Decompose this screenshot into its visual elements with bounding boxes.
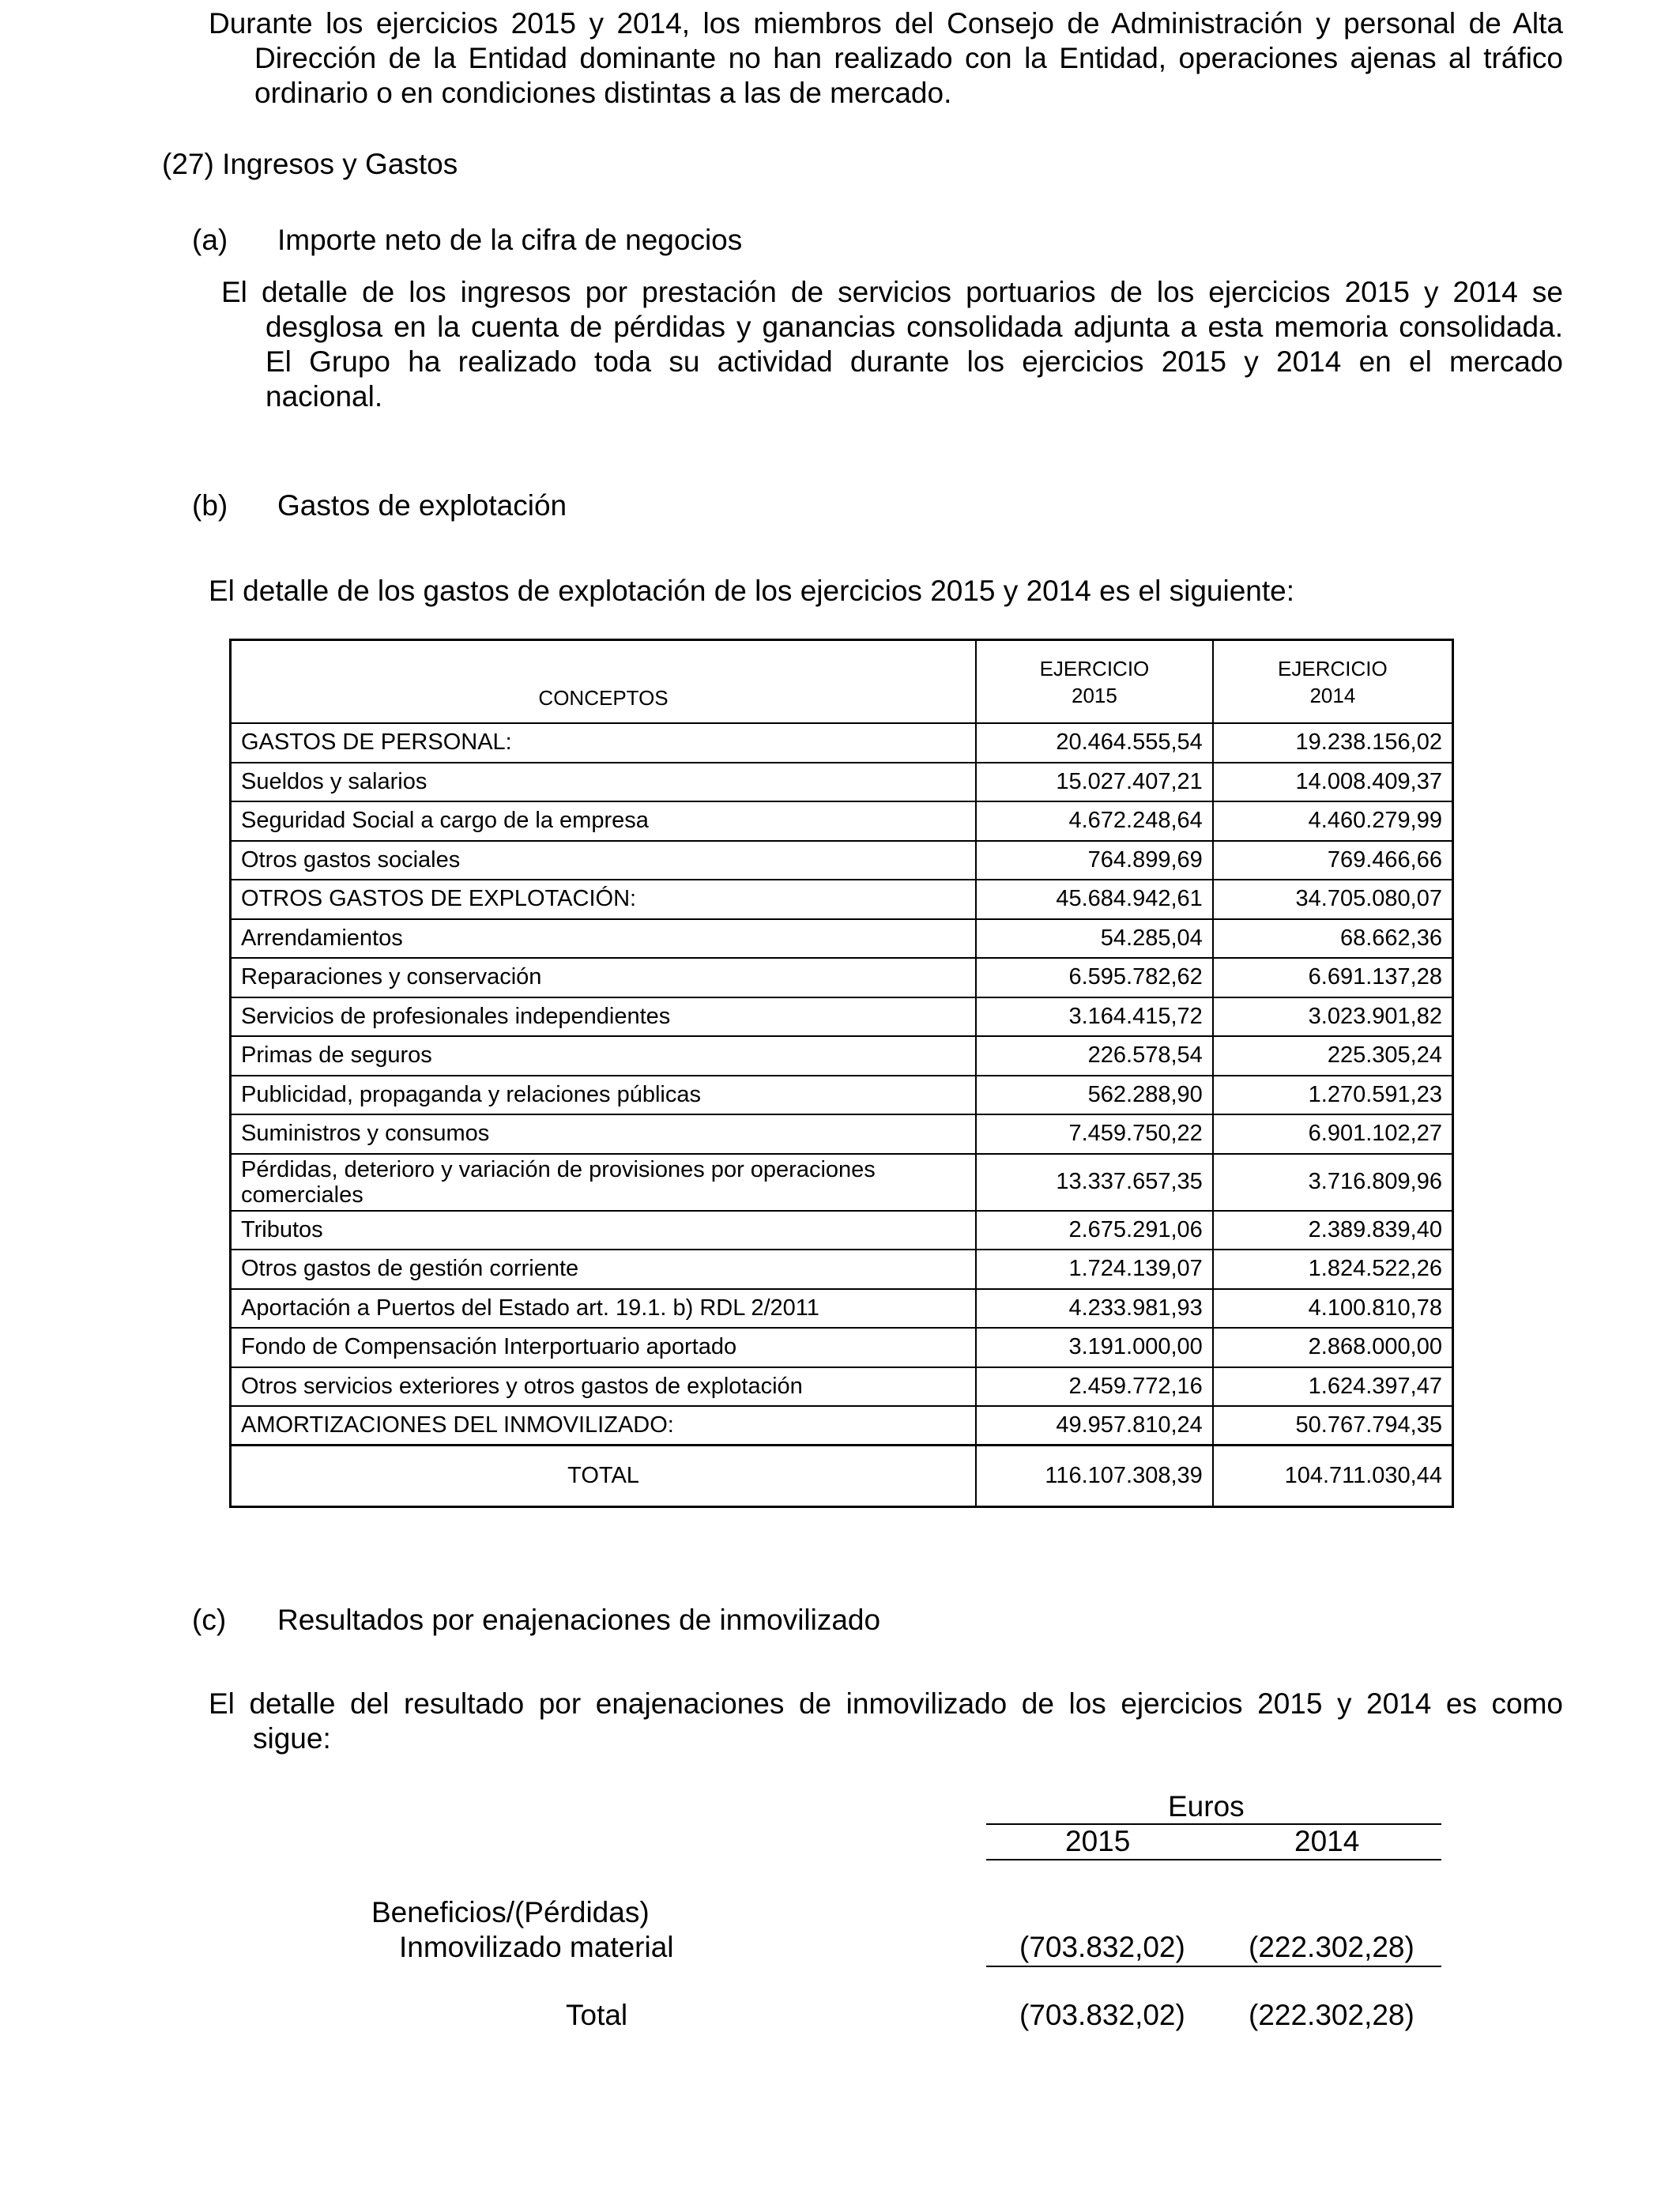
header-2015-line1: EJERCICIO [1039, 656, 1150, 680]
row-label: Publicidad, propaganda y relaciones públicas [231, 1076, 977, 1115]
enaj-row-2015: (703.832,02) [1019, 1931, 1185, 1963]
table-row [231, 841, 1453, 880]
header-2014-line2: 2014 [1309, 683, 1356, 707]
row-value-2015: 6.595.782,62 [976, 958, 1213, 997]
enaj-total-2015: (703.832,02) [1019, 1999, 1185, 2031]
table-row [231, 801, 1453, 841]
header-concepts: CONCEPTOS [231, 640, 977, 724]
header-2015-line2: 2015 [1072, 683, 1117, 707]
row-label: Aportación a Puertos del Estado art. 19.1. b) RDL 2/2011 [231, 1289, 977, 1329]
row-value-2014: 14.008.409,37 [1213, 763, 1453, 802]
row-label: Servicios de profesionales independientes [231, 997, 977, 1037]
row-value-2015: 2.675.291,06 [976, 1211, 1213, 1250]
row-label: Primas de seguros [231, 1036, 977, 1076]
enaj-rule-under-years [986, 1859, 1441, 1860]
sub-a-paragraph [221, 275, 1563, 414]
enaj-row-label: Inmovilizado material [399, 1931, 674, 1963]
row-value-2015: 20.464.555,54 [976, 723, 1213, 763]
row-value-2014: 50.767.794,35 [1213, 1406, 1453, 1446]
table-row [231, 997, 1453, 1037]
section-27-title: (27) Ingresos y Gastos [162, 148, 458, 180]
row-value-2015: 1.724.139,07 [976, 1250, 1213, 1289]
intro-paragraph [209, 6, 1563, 111]
row-label: Arrendamientos [231, 919, 977, 959]
table-row [231, 1406, 1453, 1446]
sub-b-title: Gastos de explotación [277, 489, 567, 522]
row-label: Pérdidas, deterioro y variación de provisiones por operaciones comerciales [231, 1154, 977, 1211]
row-value-2015: 13.337.657,35 [976, 1154, 1213, 1211]
intro-line-1: Durante los ejercicios 2015 y 2014, los miembros del Consejo de Administración y personal de Alta [209, 7, 1563, 40]
row-value-2014: 34.705.080,07 [1213, 880, 1453, 919]
table-row [231, 1154, 1453, 1211]
enaj-col-2014: 2014 [1294, 1825, 1360, 1857]
table-row [231, 1114, 1453, 1154]
row-value-2014: 4.460.279,99 [1213, 801, 1453, 841]
sub-c-letter: (c) [192, 1604, 227, 1636]
row-value-2014: 225.305,24 [1213, 1036, 1453, 1076]
sub-a-line-1: El detalle de los ingresos por prestación de servicios portuarios de los ejercicios 2015 y 2014 se [221, 276, 1563, 308]
row-label: Otros gastos de gestión corriente [231, 1250, 977, 1289]
row-value-2015: 54.285,04 [976, 919, 1213, 959]
total-row [231, 1446, 1453, 1507]
row-value-2014: 6.901.102,27 [1213, 1114, 1453, 1154]
intro-line-3: ordinario o en condiciones distintas a las de mercado. [254, 77, 952, 109]
gastos-explotacion-table [229, 639, 1454, 1508]
sub-c-line-1: El detalle del resultado por enajenaciones de inmovilizado de los ejercicios 2015 y 2014 es como [209, 1687, 1563, 1720]
row-value-2015: 3.164.415,72 [976, 997, 1213, 1037]
row-value-2014: 2.868.000,00 [1213, 1328, 1453, 1367]
enaj-unit-label: Euros [1168, 1790, 1245, 1823]
row-value-2014: 1.624.397,47 [1213, 1367, 1453, 1407]
sub-c-paragraph [209, 1687, 1563, 1756]
sub-b-letter: (b) [192, 489, 228, 522]
row-value-2015: 3.191.000,00 [976, 1328, 1213, 1367]
total-2015: 116.107.308,39 [976, 1446, 1213, 1507]
table-row [231, 1036, 1453, 1076]
sub-a-title: Importe neto de la cifra de negocios [277, 224, 743, 256]
table-row [231, 1250, 1453, 1289]
table-header-row [231, 640, 1453, 724]
table-row [231, 1367, 1453, 1407]
table-row [231, 880, 1453, 919]
row-value-2015: 764.899,69 [976, 841, 1213, 880]
table-row [231, 723, 1453, 763]
row-label: GASTOS DE PERSONAL: [231, 723, 977, 763]
header-2014-line1: EJERCICIO [1278, 656, 1388, 680]
row-value-2014: 3.716.809,96 [1213, 1154, 1453, 1211]
sub-c-title: Resultados por enajenaciones de inmovilizado [277, 1604, 881, 1636]
row-label: Fondo de Compensación Interportuario aportado [231, 1328, 977, 1367]
row-label: Sueldos y salarios [231, 763, 977, 802]
enaj-col-2015: 2015 [1065, 1825, 1131, 1857]
row-value-2014: 769.466,66 [1213, 841, 1453, 880]
row-label: AMORTIZACIONES DEL INMOVILIZADO: [231, 1406, 977, 1446]
header-2014 [1213, 640, 1453, 724]
row-value-2014: 4.100.810,78 [1213, 1289, 1453, 1329]
sub-a-letter: (a) [192, 224, 228, 256]
sub-a-line-4: nacional. [266, 380, 383, 413]
row-label: OTROS GASTOS DE EXPLOTACIÓN: [231, 880, 977, 919]
row-value-2015: 15.027.407,21 [976, 763, 1213, 802]
row-value-2015: 7.459.750,22 [976, 1114, 1213, 1154]
table-row [231, 919, 1453, 959]
row-value-2015: 4.233.981,93 [976, 1289, 1213, 1329]
row-value-2015: 226.578,54 [976, 1036, 1213, 1076]
row-value-2014: 1.824.522,26 [1213, 1250, 1453, 1289]
enaj-group-label: Beneficios/(Pérdidas) [371, 1896, 650, 1928]
row-label: Seguridad Social a cargo de la empresa [231, 801, 977, 841]
row-value-2015: 49.957.810,24 [976, 1406, 1213, 1446]
total-label: TOTAL [231, 1446, 977, 1507]
enaj-total-2014: (222.302,28) [1249, 1999, 1414, 2031]
row-value-2014: 1.270.591,23 [1213, 1076, 1453, 1115]
table-row [231, 958, 1453, 997]
row-label: Tributos [231, 1211, 977, 1250]
intro-line-2: Dirección de la Entidad dominante no han realizado con la Entidad, operaciones ajenas al tráfico [254, 42, 1563, 74]
table-row [231, 763, 1453, 802]
table-row [231, 1328, 1453, 1367]
row-label: Otros gastos sociales [231, 841, 977, 880]
row-value-2014: 6.691.137,28 [1213, 958, 1453, 997]
enaj-rule-under-row [986, 1966, 1441, 1967]
table-row [231, 1289, 1453, 1329]
row-value-2015: 2.459.772,16 [976, 1367, 1213, 1407]
row-value-2014: 2.389.839,40 [1213, 1211, 1453, 1250]
header-2015 [976, 640, 1213, 724]
enaj-rule-under-unit [986, 1823, 1441, 1825]
table-row [231, 1076, 1453, 1115]
table-row [231, 1211, 1453, 1250]
enaj-total-label: Total [566, 1999, 628, 2031]
row-value-2014: 68.662,36 [1213, 919, 1453, 959]
total-2014: 104.711.030,44 [1213, 1446, 1453, 1507]
row-value-2015: 45.684.942,61 [976, 880, 1213, 919]
enaj-row-2014: (222.302,28) [1249, 1931, 1414, 1963]
row-label: Otros servicios exteriores y otros gastos de explotación [231, 1367, 977, 1407]
row-value-2015: 562.288,90 [976, 1076, 1213, 1115]
row-value-2014: 3.023.901,82 [1213, 997, 1453, 1037]
row-value-2015: 4.672.248,64 [976, 801, 1213, 841]
sub-b-intro: El detalle de los gastos de explotación de los ejercicios 2015 y 2014 es el siguiente: [209, 575, 1294, 607]
sub-c-line-2: sigue: [253, 1722, 331, 1755]
sub-a-line-3: El Grupo ha realizado toda su actividad durante los ejercicios 2015 y 2014 en el mercado [266, 345, 1563, 378]
sub-a-line-2: desglosa en la cuenta de pérdidas y ganancias consolidada adjunta a esta memoria consolidada. [266, 311, 1563, 343]
row-label: Reparaciones y conservación [231, 958, 977, 997]
row-value-2014: 19.238.156,02 [1213, 723, 1453, 763]
row-label: Suministros y consumos [231, 1114, 977, 1154]
